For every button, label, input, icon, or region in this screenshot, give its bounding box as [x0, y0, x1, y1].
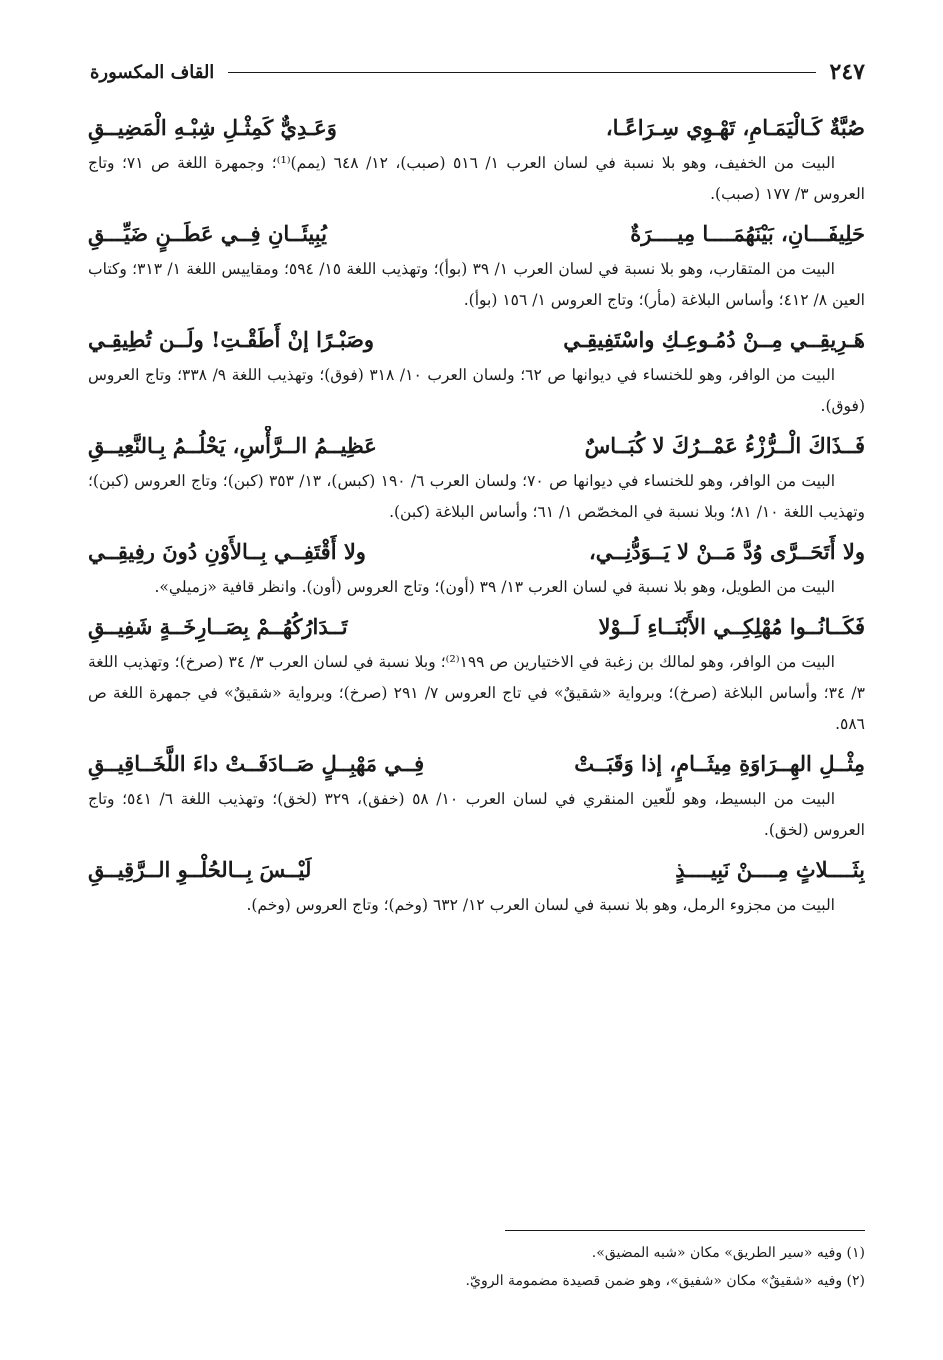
- first-hemistich: مِثْــلِ الهِــرَاوَةِ مِيثَــامٍ، إذا وَقَبَــتْ: [574, 751, 865, 776]
- second-hemistich: وصَبْـرًا إنْ أَطَقْـتِ! ولَــن تُطِيقِـي: [88, 327, 375, 352]
- footnote-rule: [505, 1230, 865, 1231]
- second-hemistich: يُبِيئَــانِ فِــي عَطَــنٍ ضَيِّـــقِ: [88, 221, 327, 246]
- verse-entry: [88, 108, 865, 210]
- verse-commentary: البيت من المتقارب، وهو بلا نسبة في لسان العرب ١/ ٣٩ (بوأ)؛ وتهذيب اللغة ١٥/ ٥٩٤؛ ومقاييس اللغة ١/ ٣١٣؛ وكتاب العين ٨/ ٤١٢؛ وأساس البلاغة (مأر)؛ وتاج العروس ١/ ١٥٦ (بوأ).: [88, 260, 865, 309]
- second-hemistich: عَظِيــمُ الــرَّأْسِ، يَحْلُــمُ بِـالنَّعِيــقِ: [88, 433, 377, 458]
- first-hemistich: بِثَــــلاثٍ مِــــنْ نَبِيــــذٍ: [675, 857, 865, 882]
- first-hemistich: هَـرِيقِــي مِــنْ دُمُـوعِـكِ واسْتَفِيقِـي: [563, 327, 865, 352]
- header-rule: [228, 72, 815, 73]
- verse-entry: [88, 532, 865, 603]
- verse-commentary: البيت من الوافر، وهو لمالك بن زغبة في الاختيارين ص ١٩٩⁽²⁾؛ وبلا نسبة في لسان العرب ٣/ ٣٤ (صرخ)؛ وتهذيب اللغة ٣/ ٣٤؛ وأساس البلاغة (صرخ)؛ وبرواية «شقيقٌ» في تاج العروس ٧/ ٢٩١ (صرخ)؛ وبرواية «شقيقٌ» في جمهرة اللغة ص ٥٨٦.: [88, 653, 865, 733]
- first-hemistich: فَكَــانُــوا مُهْلِكِــي الأَبْنَــاءِ لَــوْلا: [598, 614, 865, 639]
- verse-line: [88, 426, 865, 466]
- verse-commentary: البيت من الوافر، وهو للخنساء في ديوانها ص ٧٠؛ ولسان العرب ٦/ ١٩٠ (كبس)، ١٣/ ٣٥٣ (كبن)؛ وتاج العروس (كبن)؛ وتهذيب اللغة ١٠/ ٨١؛ وبلا نسبة في المخصّص ١/ ٦١؛ وأساس البلاغة (كبن).: [88, 472, 865, 521]
- footnote: (٢) وفيه «شقيقٌ» مكان «شفيق»، وهو ضمن قصيدة مضمومة الرويّ.: [465, 1273, 865, 1289]
- second-hemistich: تَــدَارُكُهُــمْ بِصَــارِخَــةٍ شَفِيــقِ: [88, 614, 348, 639]
- verse-entry: [88, 214, 865, 316]
- second-hemistich: ولا أَقْتَفِــي بِــالأَوْنِ دُونَ رفِيقِــي: [88, 539, 366, 564]
- page-body: [88, 108, 865, 925]
- first-hemistich: صُبَّةٌ كَـالْيَمَـامِ، تَهْـوِي سِـرَاعًـا،: [605, 115, 865, 140]
- verse-entry: [88, 744, 865, 846]
- first-hemistich: ولا أَتَحَــرَّى وُدَّ مَــنْ لا يَــوَدُّنِــي،: [588, 539, 865, 564]
- verse-entry: [88, 607, 865, 740]
- verse-commentary: البيت من الخفيف، وهو بلا نسبة في لسان العرب ١/ ٥١٦ (صبب)، ١٢/ ٦٤٨ (يمم)⁽¹⁾؛ وجمهرة اللغة ص ٧١؛ وتاج العروس ٣/ ١٧٧ (صبب).: [88, 154, 865, 203]
- verse-entry: [88, 850, 865, 921]
- verse-entry: [88, 426, 865, 528]
- verse-commentary: البيت من البسيط، وهو للّعين المنقري في لسان العرب ١٠/ ٥٨ (خفق)، ٣٢٩ (لخق)؛ وتهذيب اللغة ٦/ ٥٤١؛ وتاج العروس (لخق).: [88, 790, 865, 839]
- verse-line: [88, 108, 865, 148]
- running-title: القاف المكسورة: [90, 61, 215, 83]
- footnote: (١) وفيه «سير الطريق» مكان «شبه المضيق».: [591, 1245, 865, 1261]
- verse-entry: [88, 320, 865, 422]
- page-number: ٢٤٧: [829, 59, 865, 85]
- verse-line: [88, 320, 865, 360]
- first-hemistich: حَلِيفَـــانِ، بَيْنَهُمَــــا مِيــــرَةٌ: [630, 221, 865, 246]
- verse-line: [88, 607, 865, 647]
- verse-line: [88, 744, 865, 784]
- verse-line: [88, 214, 865, 254]
- second-hemistich: وَعَـدِيٌّ كَمِثْـلِ شِبْـهِ الْمَضِيــقِ: [88, 115, 337, 140]
- verse-commentary: البيت من الطويل، وهو بلا نسبة في لسان العرب ١٣/ ٣٩ (أون)؛ وتاج العروس (أون). وانظر قافية «زميلي».: [154, 578, 835, 596]
- second-hemistich: فِــي مَهْبِــلٍ صَــادَفَــتْ داءَ اللَّخَــاقِيــقِ: [88, 751, 425, 776]
- footnotes: [88, 1230, 865, 1295]
- verse-commentary: البيت من الوافر، وهو للخنساء في ديوانها ص ٦٢؛ ولسان العرب ١٠/ ٣١٨ (فوق)؛ وتهذيب اللغة ٩/ ٣٣٨؛ وتاج العروس (فوق).: [88, 366, 865, 415]
- second-hemistich: لَيْــسَ بِــالحُلْــوِ الــرَّقِيــقِ: [88, 857, 312, 882]
- first-hemistich: فَــذَاكَ الْــرُّزْءُ عَمْــرُكَ لا كُبَــاسٌ: [584, 433, 865, 458]
- verse-commentary: البيت من مجزوء الرمل، وهو بلا نسبة في لسان العرب ١٢/ ٦٣٢ (وخم)؛ وتاج العروس (وخم).: [246, 896, 835, 914]
- verse-line: [88, 532, 865, 572]
- verse-line: [88, 850, 865, 890]
- page-header: [90, 55, 865, 89]
